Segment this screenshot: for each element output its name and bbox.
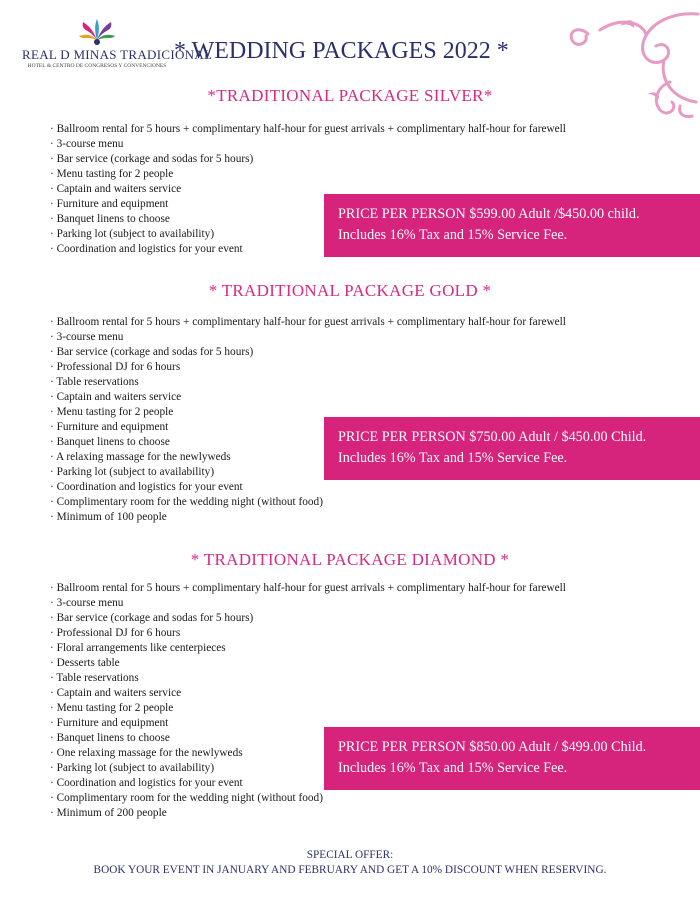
list-item: · Coordination and logistics for your event: [50, 776, 566, 791]
list-item: · 3-course menu: [50, 330, 566, 345]
list-item: · Captain and waiters service: [50, 686, 566, 701]
offer-text: BOOK YOUR EVENT IN JANUARY AND FEBRUARY AND GET A 10% DISCOUNT WHEN RESERVING.: [93, 864, 607, 876]
list-item: · Banquet linens to choose: [50, 212, 566, 227]
list-item: · Furniture and equipment: [50, 197, 566, 212]
tax-note: Includes 16% Tax and 15% Service Fee.: [338, 760, 568, 776]
special-offer: [0, 848, 700, 878]
list-item: · Parking lot (subject to availability): [50, 761, 566, 776]
list-item: · Ballroom rental for 5 hours + complimentary half-hour for guest arrivals + complimentary half-hour for farewell: [50, 122, 566, 137]
list-item: · Bar service (corkage and sodas for 5 hours): [50, 611, 566, 626]
list-item: · Complimentary room for the wedding night (without food): [50, 791, 566, 806]
list-item: · Furniture and equipment: [50, 716, 566, 731]
list-item: · Table reservations: [50, 375, 566, 390]
flower-logo-icon: [77, 18, 117, 48]
list-item: · Banquet linens to choose: [50, 731, 566, 746]
list-item: · Ballroom rental for 5 hours + complimentary half-hour for guest arrivals + complimentary half-hour for farewell: [50, 581, 566, 596]
list-item: · Menu tasting for 2 people: [50, 405, 566, 420]
list-item: · Bar service (corkage and sodas for 5 hours): [50, 345, 566, 360]
price-box-gold: [324, 417, 700, 480]
tax-note: Includes 16% Tax and 15% Service Fee.: [338, 227, 568, 243]
list-item: · A relaxing massage for the newlyweds: [50, 450, 566, 465]
list-item: · Bar service (corkage and sodas for 5 hours): [50, 152, 566, 167]
tax-note: Includes 16% Tax and 15% Service Fee.: [338, 450, 568, 466]
package-title-gold: * TRADITIONAL PACKAGE GOLD *: [208, 281, 492, 300]
package-title-silver: *TRADITIONAL PACKAGE SILVER*: [207, 86, 493, 105]
list-item: · Furniture and equipment: [50, 420, 566, 435]
list-item: · One relaxing massage for the newlyweds: [50, 746, 566, 761]
list-item: · Coordination and logistics for your event: [50, 480, 566, 495]
page-title: * WEDDING PACKAGES 2022 *: [174, 38, 509, 64]
list-item: · Complimentary room for the wedding night (without food): [50, 495, 566, 510]
package-title-diamond: * TRADITIONAL PACKAGE DIAMOND *: [190, 550, 510, 569]
list-item: · 3-course menu: [50, 137, 566, 152]
list-item: · Professional DJ for 6 hours: [50, 360, 566, 375]
list-item: · Menu tasting for 2 people: [50, 701, 566, 716]
list-item: · Coordination and logistics for your event: [50, 242, 566, 257]
list-item: · Parking lot (subject to availability): [50, 465, 566, 480]
list-item: · Captain and waiters service: [50, 182, 566, 197]
price-box-silver: [324, 194, 700, 257]
offer-heading: SPECIAL OFFER:: [306, 849, 394, 861]
brand-name: REAL D MINAS TRADICIONAL: [22, 47, 213, 62]
list-item: · Professional DJ for 6 hours: [50, 626, 566, 641]
price-line: PRICE PER PERSON $599.00 Adult /$450.00 child.: [338, 206, 640, 222]
list-item: · Minimum of 200 people: [50, 806, 566, 821]
list-item: · Floral arrangements like centerpieces: [50, 641, 566, 656]
list-item: · Minimum of 100 people: [50, 510, 566, 525]
price-line: PRICE PER PERSON $750.00 Adult / $450.00 Child.: [338, 429, 647, 445]
list-item: · Menu tasting for 2 people: [50, 167, 566, 182]
list-item: · Banquet linens to choose: [50, 435, 566, 450]
list-item: · Captain and waiters service: [50, 390, 566, 405]
list-item: · Ballroom rental for 5 hours + complimentary half-hour for guest arrivals + complimentary half-hour for farewell: [50, 315, 566, 330]
price-box-diamond: [324, 727, 700, 790]
list-item: · Desserts table: [50, 656, 566, 671]
brand-tagline: HOTEL & CENTRO DE CONGRESOS Y CONVENCIONES: [27, 63, 167, 69]
list-item: · 3-course menu: [50, 596, 566, 611]
brand-logo: [22, 18, 213, 76]
list-item: · Parking lot (subject to availability): [50, 227, 566, 242]
list-item: · Table reservations: [50, 671, 566, 686]
price-line: PRICE PER PERSON $850.00 Adult / $499.00 Child.: [338, 739, 647, 755]
